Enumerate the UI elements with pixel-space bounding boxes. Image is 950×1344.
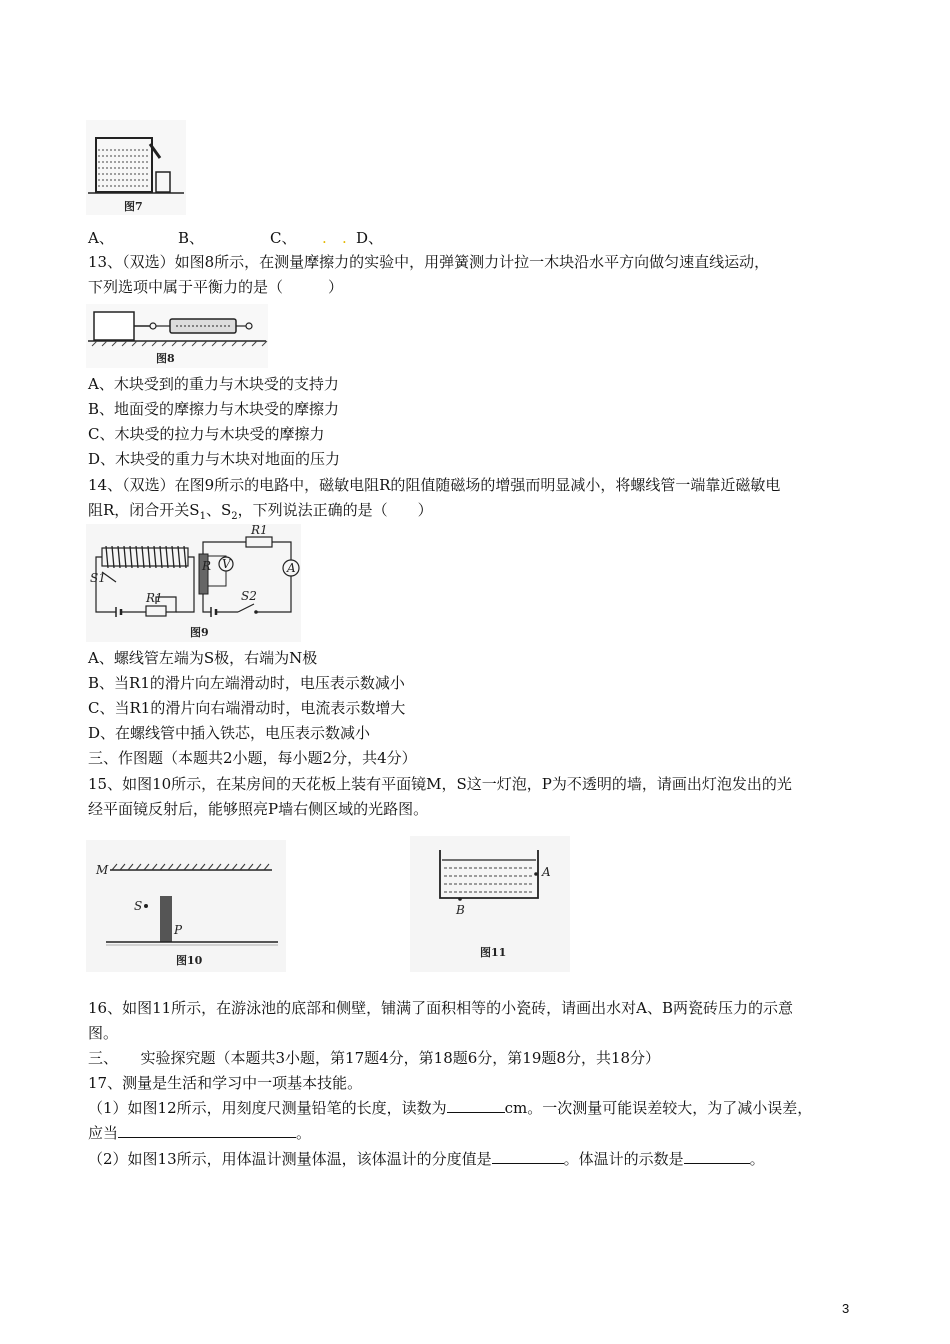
q14-text-line1: 14、（双选）在图9所示的电路中，磁敏电阻R的阻值随磁场的增强而明显减小，将螺线管一端靠近磁敏电 — [88, 476, 781, 494]
q17-p2-text-c: 。 — [749, 1150, 765, 1168]
q12-option-a: A、 — [88, 229, 114, 247]
figure-11-caption: 图11 — [480, 946, 507, 959]
q14-line2-part-b: 、S — [205, 501, 232, 519]
q13-option-b: B、地面受的摩擦力与木块受的摩擦力 — [88, 400, 340, 418]
fig9-label-v: V — [222, 557, 231, 571]
section-experiment-title: 三、 实验探究题（本题共3小题，第17题4分，第18题6分，第19题8分，共18分） — [88, 1049, 661, 1067]
fig9-label-s1: S1 — [90, 571, 106, 585]
figure-9 — [86, 524, 301, 642]
section-drawing-title: 三、作图题（本题共2小题，每小题2分，共4分） — [88, 749, 417, 767]
q12-options — [88, 227, 383, 249]
figure-11 — [410, 836, 570, 972]
fig9-label-r1-top: R1 — [251, 524, 268, 537]
q14-option-d: D、在螺线管中插入铁芯，电压表示数减小 — [88, 724, 371, 742]
q15-text-line2: 经平面镜反射后，能够照亮P墙右侧区域的光路图。 — [88, 800, 429, 818]
q17-part2 — [88, 1148, 765, 1170]
q14-line2-part-c: ，下列说法正确的是（ ） — [237, 501, 433, 519]
figure-10-caption: 图10 — [176, 954, 203, 967]
q14-option-c: C、当R1的滑片向右端滑动时，电流表示数增大 — [88, 699, 406, 717]
q17-p1-text-d: 。 — [296, 1124, 312, 1142]
q17-p1-text-c: 应当 — [88, 1124, 119, 1142]
figure-7-caption: 图7 — [124, 200, 143, 213]
q17-part1-line2 — [88, 1122, 311, 1144]
q14-line2-sub1: 1 — [199, 511, 206, 522]
q13-option-c: C、木块受的拉力与木块受的摩擦力 — [88, 425, 325, 443]
q14-line2-part-a: 阻R，闭合开关S — [88, 501, 200, 519]
figure-9-caption: 图9 — [190, 626, 209, 639]
figure-8 — [86, 304, 268, 368]
q12-option-c: C、 — [270, 229, 297, 247]
figure-7 — [86, 120, 186, 215]
q12-option-b: B、 — [178, 229, 205, 247]
answer-blank-length[interactable] — [447, 1097, 505, 1113]
fig9-label-a: A — [287, 561, 296, 575]
q13-option-a: A、木块受到的重力与木块受的支持力 — [88, 375, 339, 393]
dot-mark: . — [322, 229, 327, 247]
figure-8-caption: 图8 — [156, 352, 175, 365]
q16-text-line2: 图。 — [88, 1024, 119, 1042]
fig10-label-p: P — [174, 923, 183, 937]
q13-text-line1: 13、（双选）如图8所示，在测量摩擦力的实验中，用弹簧测力计拉一木块沿水平方向做匀速直线运动， — [88, 253, 770, 271]
q12-option-d: D、 — [356, 229, 384, 247]
answer-blank-reading[interactable] — [684, 1148, 750, 1164]
dot-mark: . — [342, 229, 347, 247]
q17-title: 17、测量是生活和学习中一项基本技能。 — [88, 1074, 363, 1092]
fig10-label-s: S — [134, 899, 143, 913]
page-number: 3 — [842, 1301, 850, 1316]
fig11-label-a: A — [542, 865, 551, 879]
q13-option-d: D、木块受的重力与木块对地面的压力 — [88, 450, 341, 468]
q14-option-a: A、螺线管左端为S极，右端为N极 — [88, 649, 318, 667]
fig9-label-r1-bottom: R1 — [146, 591, 163, 605]
q17-p2-text-b: 。体温计的示数是 — [563, 1150, 684, 1168]
q14-option-b: B、当R1的滑片向左端滑动时，电压表示数减小 — [88, 674, 405, 692]
q15-text-line1: 15、如图10所示，在某房间的天花板上装有平面镜M，S这一灯泡，P为不透明的墙，请画出灯泡发出的光 — [88, 775, 792, 793]
q16-text-line1: 16、如图11所示，在游泳池的底部和侧壁，铺满了面积相等的小瓷砖，请画出水对A、B两瓷砖压力的示意 — [88, 999, 794, 1017]
q17-p2-text-a: （2）如图13所示，用体温计测量体温，该体温计的分度值是 — [88, 1150, 492, 1168]
figure-10 — [86, 840, 286, 972]
q14-line2-sub2: 2 — [231, 511, 238, 522]
answer-blank-method[interactable] — [118, 1122, 296, 1138]
fig11-label-b: B — [456, 903, 465, 917]
q17-p1-text-a: （1）如图12所示，用刻度尺测量铅笔的长度，读数为 — [88, 1099, 447, 1117]
q13-text-line2: 下列选项中属于平衡力的是（ ） — [88, 278, 344, 296]
q17-p1-text-b: cm。一次测量可能误差较大，为了减小误差， — [504, 1099, 813, 1117]
fig9-label-r: R — [202, 559, 212, 573]
answer-blank-division[interactable] — [492, 1148, 564, 1164]
light-bulb-point — [144, 904, 148, 908]
fig9-label-s2: S2 — [241, 589, 257, 603]
q17-part1-line1 — [88, 1097, 812, 1119]
fig10-label-m: M — [96, 863, 109, 877]
